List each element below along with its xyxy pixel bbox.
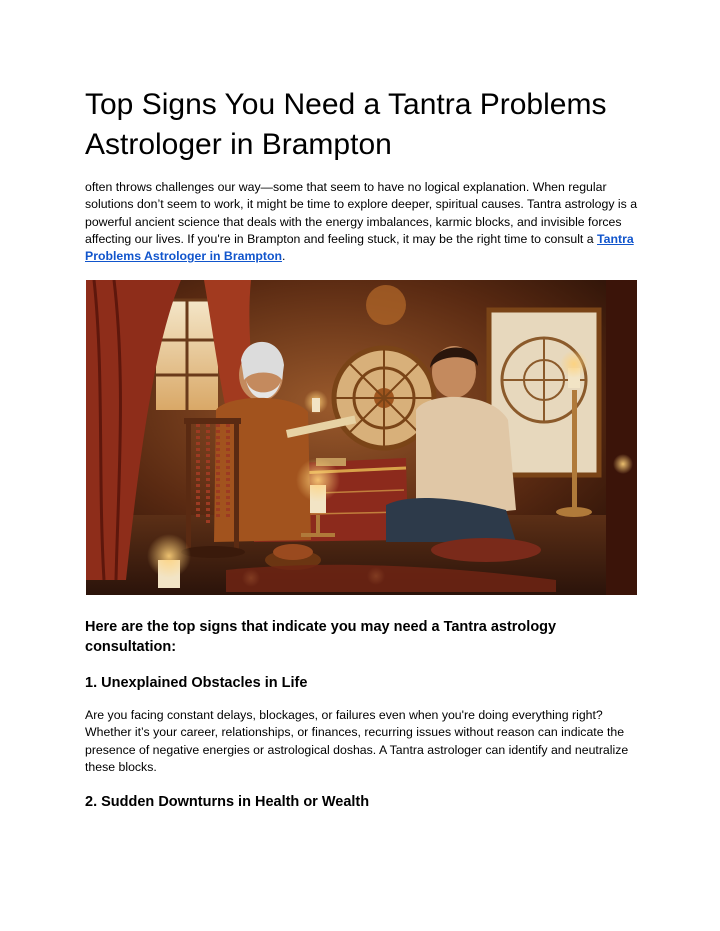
astrologer-link[interactable]: Tantra Problems Astrologer in Brampton	[85, 231, 634, 264]
section-subheading: Here are the top signs that indicate you may need a Tantra astrology consultation:	[85, 619, 557, 655]
intro-paragraph	[85, 179, 645, 265]
intro-text: often throws challenges our way—some that seem to have no logical explanation. When regular solutions don’t seem to work, it might be time to explore deeper, spiritual causes. Tantra astrology is a powerful ancient science that deals with the energy imbalances, karmic blocks, and invisible forces affecting our lives. If you're in Brampton and feeling stuck, it may be the right time to consult a	[85, 180, 638, 246]
intro-end: .	[282, 249, 286, 264]
page-title: Top Signs You Need a Tantra Problems Astrologer in Brampton	[85, 88, 607, 161]
section-heading-1: 1. Unexplained Obstacles in Life	[85, 675, 308, 691]
hero-image	[86, 280, 637, 595]
section-heading-2: 2. Sudden Downturns in Health or Wealth	[85, 794, 370, 810]
section-body-1: Are you facing constant delays, blockages, or failures even when you're doing everything right? Whether it’s your career, relationships, or finances, recurring issues without reason can indicate the presence of negative energies or astrological doshas. A Tantra astrologer can identify and neutralize these blocks.	[85, 708, 629, 774]
